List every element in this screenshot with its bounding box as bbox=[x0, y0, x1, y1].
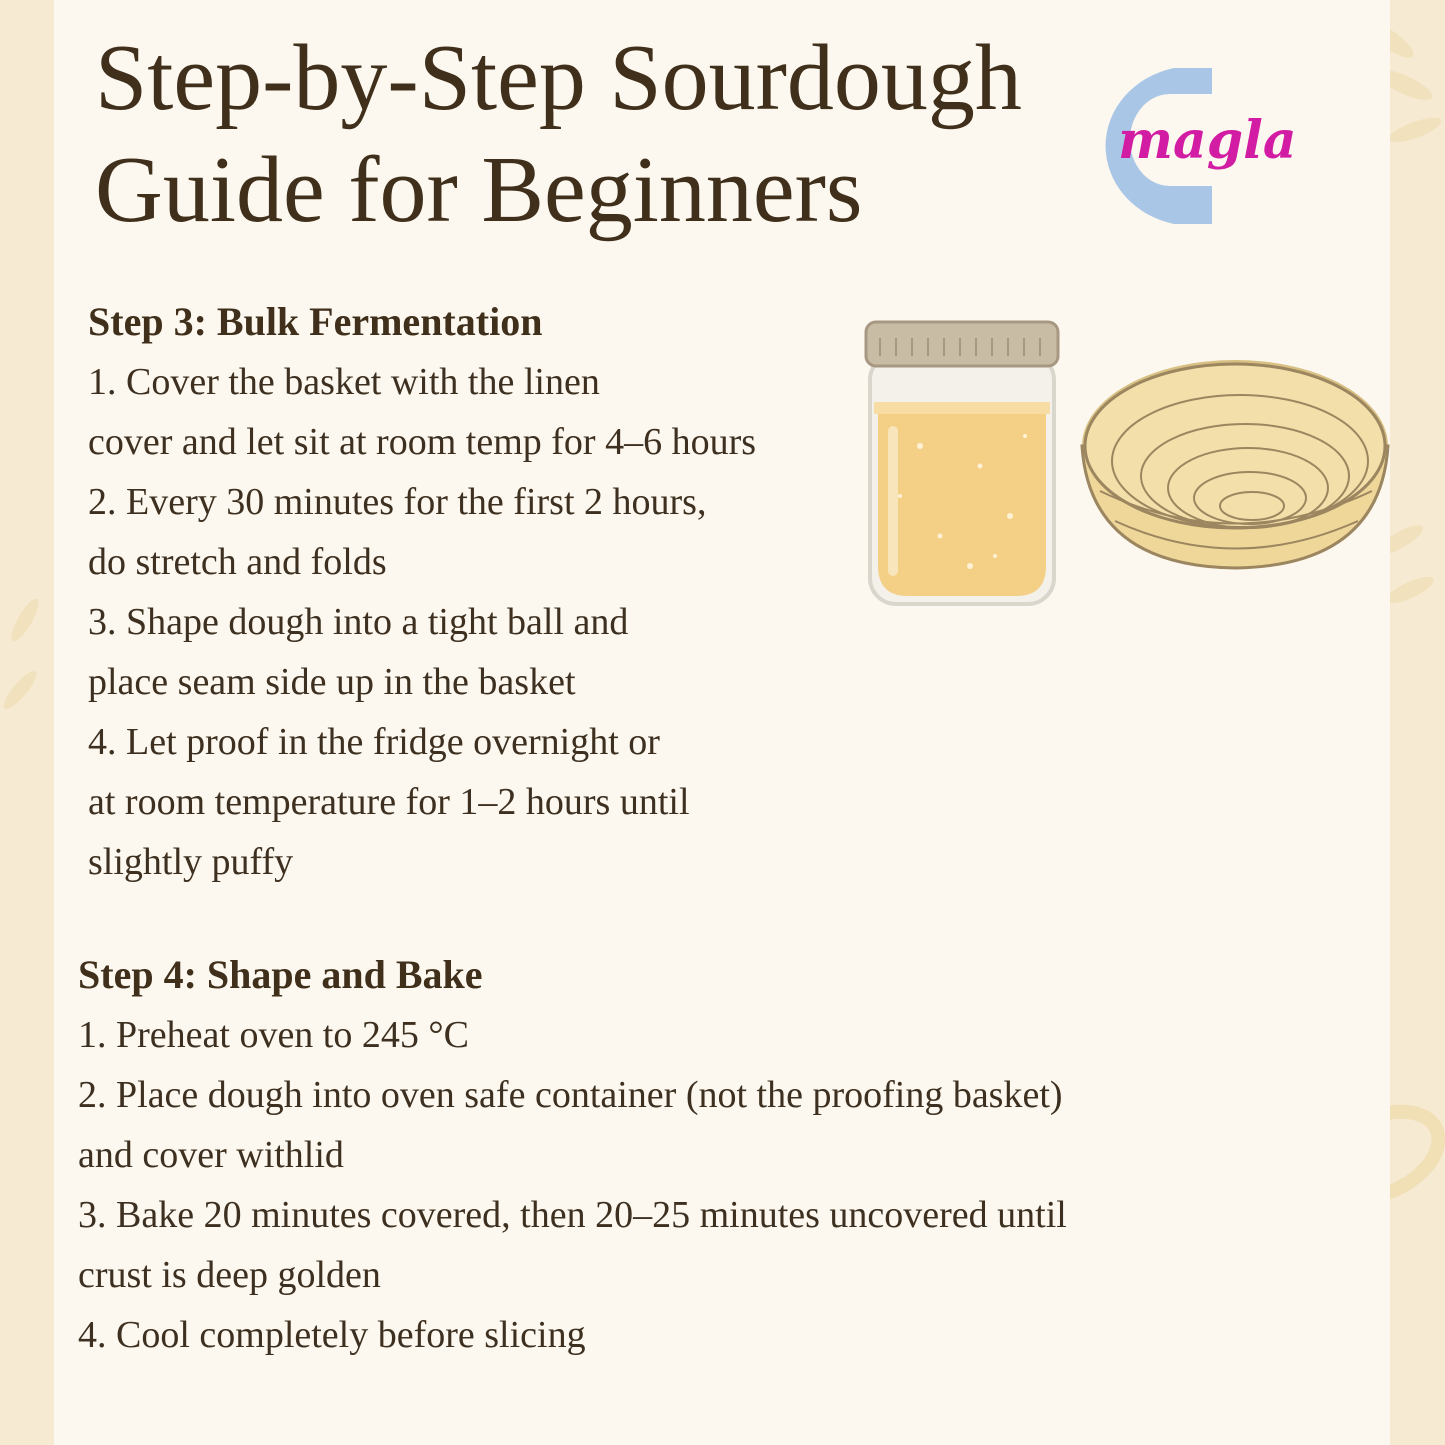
step-4-section bbox=[78, 945, 1067, 1365]
step-4-heading: Step 4: Shape and Bake bbox=[78, 952, 483, 997]
step-3-line: 2. Every 30 minutes for the first 2 hours, bbox=[88, 481, 707, 523]
step-3-section bbox=[88, 292, 756, 892]
title-line-1: Step-by-Step Sourdough bbox=[95, 26, 1022, 130]
logo-text: magla bbox=[1118, 110, 1297, 171]
step-3-line: slightly puffy bbox=[88, 841, 294, 883]
title-line-2: Guide for Beginners bbox=[95, 138, 863, 242]
step-3-heading: Step 3: Bulk Fermentation bbox=[88, 299, 543, 344]
step-4-line: and cover withlid bbox=[78, 1134, 344, 1176]
step-3-line: 3. Shape dough into a tight ball and bbox=[88, 601, 629, 643]
step-4-line: 2. Place dough into oven safe container (not the proofing basket) bbox=[78, 1074, 1063, 1116]
step-4-line: 3. Bake 20 minutes covered, then 20–25 minutes uncovered until bbox=[78, 1194, 1067, 1236]
wheat-decoration-icon bbox=[0, 580, 60, 760]
step-3-line: place seam side up in the basket bbox=[88, 661, 576, 703]
right-margin bbox=[1389, 0, 1445, 1445]
step-3-line: 4. Let proof in the fridge overnight or bbox=[88, 721, 660, 763]
proofing-basket-icon bbox=[1082, 360, 1388, 568]
page-title bbox=[95, 22, 1022, 246]
step-3-line: cover and let sit at room temp for 4–6 hours bbox=[88, 421, 757, 463]
step-3-line: do stretch and folds bbox=[88, 541, 387, 583]
step-4-line: crust is deep golden bbox=[78, 1254, 381, 1296]
step-4-line: 4. Cool completely before slicing bbox=[78, 1314, 586, 1356]
magla-logo-icon bbox=[1062, 62, 1312, 232]
step-4-line: 1. Preheat oven to 245 °C bbox=[78, 1014, 469, 1056]
illustration bbox=[860, 316, 1400, 616]
sourdough-starter-jar-icon bbox=[866, 322, 1058, 604]
step-3-line: 1. Cover the basket with the linen bbox=[88, 361, 600, 403]
step-3-line: at room temperature for 1–2 hours until bbox=[88, 781, 690, 823]
